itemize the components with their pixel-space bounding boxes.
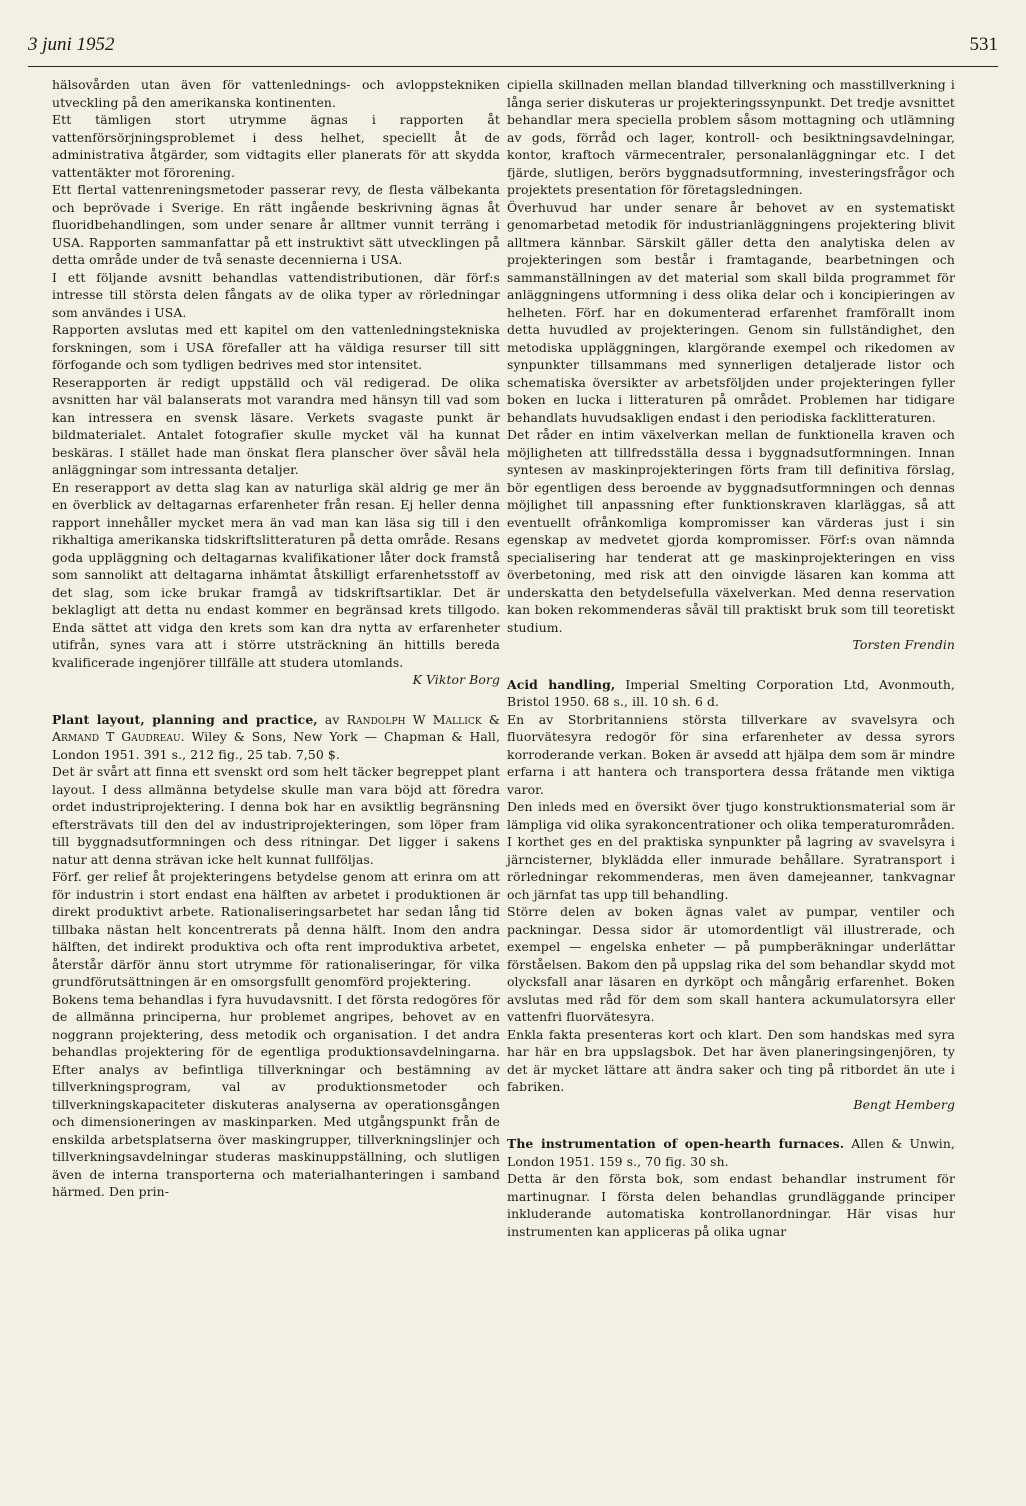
review-heading: [507, 676, 955, 711]
book-title: Acid handling,: [507, 676, 616, 692]
page-number: 531: [969, 34, 998, 55]
by-word: av: [324, 711, 340, 727]
paragraph: Det råder en intim växelverkan mellan de funktionella kraven och möjligheten att tillfredsställa dessa i byggnadsutformningen. Innan syntesen av maskinprojekteringen förts fram till definitiva förslag, bör egentligen dess beroende av byggnadsutformningen och dennas möjlighet till anpassning efter funktionskraven klarläggas, så att eventuellt ofrånkomliga kompromisser kan värderas just i sin egenskap av medvetet gjorda kompromisser. Förf:s ovan nämnda specialisering har tenderat att ge maskinprojekteringen en viss överbetoning, med risk att den oinvigde läsaren kan komma att underskatta den betydelsefulla växelverkan. Med denna reservation kan boken rekommenderas såväl till praktiskt bruk som till teoretiskt studium.: [507, 427, 955, 635]
paragraph: Rapporten avslutas med ett kapitel om den vattenledningstekniska forskningen, som i USA förefaller att ha väldiga resurser till sitt förfogande och som tydligen bedrives med stor intensitet.: [52, 322, 500, 372]
left-column: [52, 76, 500, 1201]
paragraph: Reserapporten är redigt uppställd och väl redigerad. De olika avsnitten har väl balanserats mot varandra med hänsyn till vad som kan intressera en svensk läsare. Verkets svagaste punkt är bildmaterialet. Antalet fotografier skulle mycket väl ha kunnat beskäras. I stället hade man önskat flera planscher över såväl hela anläggningar som intressanta detaljer.: [52, 374, 500, 477]
paragraph: cipiella skillnaden mellan blandad tillverkning och masstillverkning i långa serier diskuteras ur projekteringssynpunkt. Det tredje avsnittet behandlar mera speciella problem såsom mottagning och utlämning av gods, förråd och lager, kontroll- och besiktningsavdelningar, kontor, kraftoch värmecentraler, personalanläggningar etc. I det fjärde, slutligen, berörs byggnadsutformning, investeringsfrågor och projektets presentation för företagsledningen.: [507, 77, 955, 197]
paragraph: Bokens tema behandlas i fyra huvudavsnitt. I det första redogöres för de allmänna principerna, hur problemet angripes, behovet av en noggrann projektering, dess metodik och organisation. I det andra behandlas projektering för de egentliga produktionsavdelningarna. Efter analys av befintliga tillverkningar och bestämning av tillverkningsprogram, val av produktionsmetoder och tillverkningskapaciteter diskuteras analyserna av operationsgången och dimensioneringen av maskinparken. Med utgångspunkt från de enskilda arbetsplatserna över maskingrupper, tillverkningslinjer och tillverkningsavdelningar studeras maskinuppställning, och slutligen även de interna transporterna och materialhanteringen i samband härmed. Den prin-: [52, 991, 500, 1199]
paragraph: En reserapport av detta slag kan av naturliga skäl aldrig ge mer än en överblick av deltagarnas erfarenheter från resan. Ej heller denna rapport innehåller mycket mera än vad man kan läsa sig till i den rikhaltiga amerikanska tidskriftslitteraturen på detta område. Resans goda uppläggning och deltagarnas kvalifikationer låter dock framstå som sannolikt att deltagarna inhämtat åtskilligt erfarenhetsstoff av det slag, som icke brukar framgå av tidskriftsartiklar. Det är beklagligt att detta nu endast kommer en begränsad krets tillgodo. Enda sättet att vidga den krets som kan dra nytta av erfarenheter utifrån, synes vara att i större utsträckning än hittills bereda kvalificerade ingenjörer tillfälle att studera utomlands.: [52, 479, 500, 670]
review-heading: [507, 1135, 955, 1170]
book-publication: Wiley & Sons, New York — Chapman & Hall, London 1951. 391 s., 212 fig., 25 tab. 7,50 $.: [52, 729, 500, 762]
paragraph: En av Storbritanniens största tillverkare av svavelsyra och fluorvätesyra redogör för sina erfarenheter av dessa syrors korroderande verkan. Boken är avsedd att hjälpa dem som är mindre erfarna i att hantera och transportera dessa frätande men viktiga varor.: [507, 711, 955, 797]
reviewer-signature: Torsten Frendin: [852, 637, 955, 652]
paragraph: Ett tämligen stort utrymme ägnas i rapporten åt vattenförsörjningsproblemet i dess helhet, speciellt åt de administrativa åtgärder, som vidtagits eller planerats för att skydda vattentäkter mot förorening.: [52, 112, 500, 180]
paragraph: I ett följande avsnitt behandlas vattendistributionen, där förf:s intresse till största delen fångats av de olika typer av rörledningar som användes i USA.: [52, 269, 500, 320]
book-publication: Allen & Unwin, London 1951. 159 s., 70 fig. 30 sh.: [507, 1136, 955, 1169]
issue-date: 3 juni 1952: [28, 34, 115, 55]
reviewer-signature: Bengt Hemberg: [853, 1096, 955, 1112]
paragraph: Överhuvud har under senare år behovet av en systematiskt genomarbetad metodik för industrianläggningens projektering blivit alltmera kännbar. Särskilt gäller detta den analytiska delen av projekteringen som består i framtagande, bearbetningen och sammanställningen av det material som skall bilda programmet för anläggningens utformning i dess olika delar och i koncipieringen av helheten. Förf. har en dokumenterad erfarenhet framförallt inom detta huvudled av projekteringen. Genom sin fullständighet, den metodiska uppläggningen, klargörande exempel och rikedomen av synpunkter tillsammans med synnerligen detaljerade listor och schematiska översikter av arbetsföljden under projekteringen fyller boken en lucka i litteraturen på området. Problemen har tidigare behandlats huvudsakligen endast i den periodiska facklitteraturen.: [507, 199, 955, 425]
paragraph: hälsovården utan även för vattenlednings- och avloppstekniken utveckling på den amerikanska kontinenten.: [52, 77, 500, 110]
paragraph: Detta är den första bok, som endast behandlar instrument för martinugnar. I första delen behandlas grundläggande principer inkluderande automatiska kontrollanordningar. Här visas hur instrumenten kan appliceras på olika ugnar: [507, 1171, 955, 1239]
paragraph: Den inleds med en översikt över tjugo konstruktionsmaterial som är lämpliga vid olika syrakoncentrationer och olika temperaturområden. I korthet ges en del praktiska synpunkter på lagring av svavelsyra i järncisterner, blyklädda eller inmurade behållare. Syratransport i rörledningar rekommenderas, men även damejeanner, tankvagnar och järnfat tas upp till behandling.: [507, 799, 955, 902]
book-title: The instrumentation of open-hearth furnaces.: [507, 1136, 845, 1151]
book-title: Plant layout, planning and practice,: [52, 711, 318, 727]
paragraph: Det är svårt att finna ett svenskt ord som helt täcker begreppet plant layout. I dess allmänna betydelse skulle man vara böjd att föredra ordet industriprojektering. I denna bok har en avsiktlig begränsning eftersträvats till den del av industriprojekteringen, som löper fram till byggnadsutformningen och dess ritningar. Det ligger i sakens natur att denna strävan icke helt kunnat fullföljas.: [52, 764, 500, 867]
book-authors: Randolph W Mallick & Armand T Gaudreau.: [52, 711, 500, 744]
reviewer-signature: K Viktor Borg: [412, 672, 500, 687]
paragraph: Förf. ger relief åt projekteringens betydelse genom att erinra om att för industrin i stort endast ena hälften av arbetet i produktionen är direkt produktivt arbete. Rationaliseringsarbetet har sedan lång tid tillbaka nästan helt koncentrerats på denna hälft. Inom den andra hälften, det indirekt produktiva och ofta rent improduktiva arbetet, återstår därför ännu stort utrymme för rationaliseringar, för vilka grundförutsättningen är en omsorgsfullt genomförd projektering.: [52, 869, 500, 989]
review-heading: [52, 711, 500, 764]
paragraph: Ett flertal vattenreningsmetoder passerar revy, de flesta välbekanta och beprövade i Sverige. En rätt ingående beskrivning ägnas åt fluoridbehandlingen, som under senare år alltmer vunnit terräng i USA. Rapporten sammanfattar på ett instruktivt sätt utvecklingen på detta område under de två senaste decennierna i USA.: [52, 182, 500, 267]
book-publication: Imperial Smelting Corporation Ltd, Avonmouth, Bristol 1950. 68 s., ill. 10 sh. 6 d.: [507, 676, 955, 709]
right-column: [507, 76, 955, 1240]
paragraph: Större delen av boken ägnas valet av pumpar, ventiler och packningar. Dessa sidor är utomordentligt väl illustrerade, och exempel — engelska enheter — på pumpberäkningar underlättar förståelsen. Bakom den på uppslag rika del som behandlar skydd mot olycksfall anar läsaren en dyrköpt och mångårig erfarenhet. Boken avslutas med råd för dem som skall hantera ackumulatorsyra eller vattenfri fluorvätesyra.: [507, 904, 955, 1024]
page-header: [28, 34, 998, 64]
paragraph: Enkla fakta presenteras kort och klart. Den som handskas med syra har här en bra uppslagsbok. Det har även planeringsingenjören, ty det är mycket lättare att ändra saker och ting på ritbordet än ute i fabriken.: [507, 1026, 955, 1094]
header-rule: [28, 66, 998, 67]
